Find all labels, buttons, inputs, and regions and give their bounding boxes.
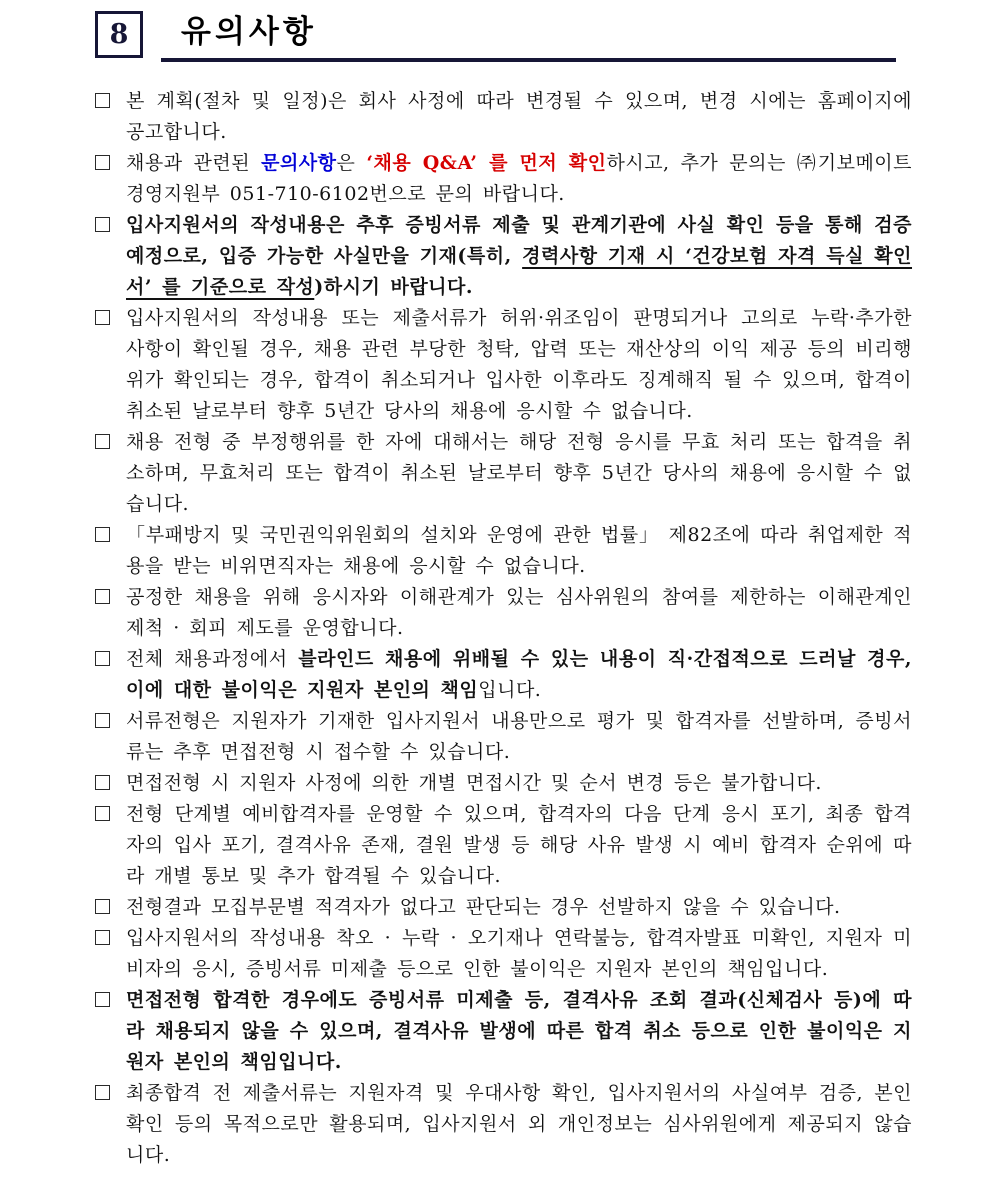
notice-text: 채용과 관련된 문의사항은 ‘채용 Q&A’ 를 먼저 확인하시고, 추가 문의는 ㈜기보메이트 경영지원부 051-710-6102번으로 문의 바랍니다.	[126, 151, 913, 205]
checkbox-bullet-icon	[95, 589, 110, 604]
notice-text: 입사지원서의 작성내용 또는 제출서류가 허위·위조임이 판명되거나 고의로 누락·추가한 사항이 확인될 경우, 채용 관련 부당한 청탁, 압력 또는 재산상의 이익 제공 등의 비리행위가 확인되는 경우, 합격이 취소되거나 입사한 이후라도 징계해직 될 수 있으며, 합격이 취소된 날로부터 향후 5년간 당사의 채용에 응시할 수 없습니다.	[126, 306, 912, 422]
notice-text: 채용 전형 중 부정행위를 한 자에 대해서는 해당 전형 응시를 무효 처리 또는 합격을 취소하며, 무효처리 또는 합격이 취소된 날로부터 향후 5년간 당사의 채용에 응시할 수 없습니다.	[126, 430, 912, 515]
checkbox-bullet-icon	[95, 527, 110, 542]
notice-item	[95, 210, 912, 303]
checkbox-bullet-icon	[95, 775, 110, 790]
checkbox-bullet-icon	[95, 310, 110, 325]
checkbox-bullet-icon	[95, 806, 110, 821]
checkbox-bullet-icon	[95, 155, 110, 170]
checkbox-bullet-icon	[95, 992, 110, 1007]
checkbox-bullet-icon	[95, 899, 110, 914]
notice-item	[95, 148, 912, 210]
section-number: 8	[109, 19, 129, 50]
notice-text: 공정한 채용을 위해 응시자와 이해관계가 있는 심사위원의 참여를 제한하는 이해관계인 제척 · 회피 제도를 운영합니다.	[126, 585, 912, 639]
notice-text: 전체 채용과정에서 블라인드 채용에 위배될 수 있는 내용이 직·간접적으로 드러날 경우, 이에 대한 불이익은 지원자 본인의 책임입니다.	[126, 647, 912, 701]
notice-item	[95, 644, 912, 706]
notice-item	[95, 303, 912, 427]
page-title: 유의사항	[181, 14, 317, 50]
notice-text: 면접전형 시 지원자 사정에 의한 개별 면접시간 및 순서 변경 등은 불가합니다.	[126, 771, 822, 794]
checkbox-bullet-icon	[95, 1085, 110, 1100]
checkbox-bullet-icon	[95, 930, 110, 945]
notice-text: 입사지원서의 작성내용 착오 · 누락 · 오기재나 연락불능, 합격자발표 미확인, 지원자 미비자의 응시, 증빙서류 미제출 등으로 인한 불이익은 지원자 본인의 책임입니다.	[126, 926, 912, 980]
notice-text: 면접전형 합격한 경우에도 증빙서류 미제출 등, 결격사유 조회 결과(신체검사 등)에 따라 채용되지 않을 수 있으며, 결격사유 발생에 따른 합격 취소 등으로 인한 불이익은 지원자 본인의 책임입니다.	[126, 988, 912, 1073]
notice-item	[95, 768, 912, 799]
notice-item	[95, 892, 912, 923]
notice-text: 서류전형은 지원자가 기재한 입사지원서 내용만으로 평가 및 합격자를 선발하며, 증빙서류는 추후 면접전형 시 접수할 수 있습니다.	[126, 709, 912, 763]
notice-item	[95, 427, 912, 520]
notice-text: 「부패방지 및 국민권익위원회의 설치와 운영에 관한 법률」 제82조에 따라 취업제한 적용을 받는 비위면직자는 채용에 응시할 수 없습니다.	[126, 523, 912, 577]
notice-text: 최종합격 전 제출서류는 지원자격 및 우대사항 확인, 입사지원서의 사실여부 검증, 본인 확인 등의 목적으로만 활용되며, 입사지원서 외 개인정보는 심사위원에게 제공되지 않습니다.	[126, 1081, 912, 1166]
notice-text: 전형 단계별 예비합격자를 운영할 수 있으며, 합격자의 다음 단계 응시 포기, 최종 합격자의 입사 포기, 결격사유 존재, 결원 발생 등 해당 사유 발생 시 예비 합격자 순위에 따라 개별 통보 및 추가 합격될 수 있습니다.	[126, 802, 912, 887]
checkbox-bullet-icon	[95, 217, 110, 232]
checkbox-bullet-icon	[95, 651, 110, 666]
notice-item	[95, 706, 912, 768]
section-number-box	[95, 11, 143, 58]
notice-item	[95, 86, 912, 148]
notice-text: 본 계획(절차 및 일정)은 회사 사정에 따라 변경될 수 있으며, 변경 시에는 홈페이지에 공고합니다.	[126, 89, 912, 143]
checkbox-bullet-icon	[95, 434, 110, 449]
notice-item	[95, 985, 912, 1078]
notice-item	[95, 582, 912, 644]
notice-item	[95, 520, 912, 582]
notice-text: 전형결과 모집부문별 적격자가 없다고 판단되는 경우 선발하지 않을 수 있습니다.	[126, 895, 841, 918]
notice-text: 입사지원서의 작성내용은 추후 증빙서류 제출 및 관계기관에 사실 확인 등을 통해 검증 예정으로, 입증 가능한 사실만을 기재(특히, 경력사항 기재 시 ‘건강보험 자격 득실 확인서’ 를 기준으로 작성)하시기 바랍니다.	[126, 213, 913, 298]
notice-item	[95, 799, 912, 892]
section-title-underline	[161, 10, 896, 62]
checkbox-bullet-icon	[95, 93, 110, 108]
section-header	[95, 10, 912, 62]
checkbox-bullet-icon	[95, 713, 110, 728]
notice-item	[95, 923, 912, 985]
notice-item	[95, 1078, 912, 1171]
notice-list	[95, 86, 912, 1171]
